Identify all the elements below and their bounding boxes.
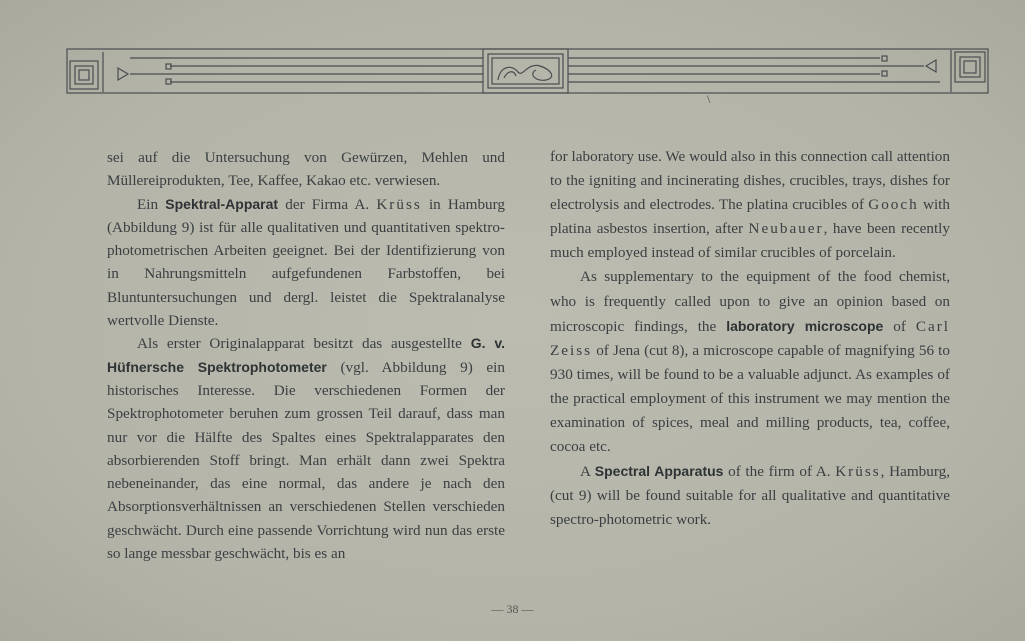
left-p2-spaced: Krüss (376, 195, 422, 213)
left-p3-text-b: (vgl. Abbildung 9) ein historisches Interesse. Die verschiedenen Formen der Spektrophotometer beruhen zum grossen Teil darauf, dass man nur vor die Hälfte des Spaltes eines Spektralapparates den absorbierenden Stoff bringt. Man erhält dann zwei Spektra nebeneinander, das eine normal, das andere je nach den Absorptionsverhältnissen an verschiedenen Stellen verschieden geschwächt. Durch eine passende Vorrichtung wird nun das erste so lange messbar geschwächt, bis es an (107, 358, 505, 563)
stray-mark: \ (707, 92, 711, 106)
right-p3-text-b: of the firm of A. (723, 463, 836, 481)
right-p3-text-c: , Hamburg, (cut 9) will be found suitable for all qualitative and quantitative spectro-photometric work. (550, 463, 950, 529)
right-p1-text-a: for laboratory use. We would also in this connection call attention to the igniting and incinerating dishes, crucibles, trays, dishes for electrolysis and electrodes. The platina crucibles of (550, 148, 950, 214)
right-p1-text-b: with platina asbestos insertion, after (550, 196, 950, 238)
left-paragraph-2 (107, 193, 505, 333)
right-p2-text-c: of Jena (cut 8), a microscope capable of magnifying 56 to 930 times, will be found to be a valuable adjunct. As examples of the practical employment of this instrument we may mention the examination of spices, meal and milling products, tea, coffee, cocoa etc. (550, 341, 950, 456)
right-p3-bold: Spectral Apparatus (594, 463, 724, 480)
right-paragraph-2 (550, 265, 950, 459)
left-column (107, 146, 505, 565)
right-p3-text-a: A (580, 463, 595, 481)
right-p2-text-b: of (883, 317, 916, 335)
left-corner-box (70, 61, 98, 89)
left-p1-text: sei auf die Untersuchung von Gewürzen, Mehlen und Müllereiprodukten, Tee, Kaffee, Kakao etc. verwiesen. (107, 149, 505, 190)
right-triangle-icon (926, 60, 936, 72)
header-ornament (0, 0, 1025, 110)
left-paragraph-1 (107, 146, 505, 193)
left-p2-bold: Spektral-Apparat (165, 195, 279, 212)
right-p1-text-c: , have been recently much employed instead of similar crucibles of porcelain. (550, 220, 950, 262)
left-p2-text-c: in Hamburg (Abbildung 9) ist für alle qualitativen und quantitativen spektro-photometrischen Arbeiten geeignet. Bei der Identifizierung von in Nahrungsmitteln aufgefundenen Farbstoffen, bei Bluntuntersuchungen und dergl. leistet die Spektralanalyse wertvolle Dienste. (107, 195, 506, 330)
right-paragraph-3 (550, 459, 950, 532)
left-p2-text-b: der Firma A. (278, 195, 377, 213)
left-p3-bold: G. v. Hüfnersche Spektrophotometer (107, 335, 505, 375)
right-paragraph-1 (550, 145, 950, 265)
right-p2-text-a: As supplementary to the equipment of the food chemist, who is frequently called upon to give an opinion based on microscopic findings, the (550, 268, 950, 335)
left-paragraph-3 (107, 332, 505, 565)
right-p1-spaced-2: Neubauer (748, 220, 824, 238)
right-p2-spaced: Carl Zeiss (550, 317, 951, 359)
right-p2-bold: laboratory microscope (726, 317, 884, 334)
right-column (550, 145, 950, 533)
right-p1-spaced-1: Gooch (868, 196, 919, 214)
left-p3-text-a: Als erster Originalapparat besitzt das ausgestellte (137, 335, 471, 353)
left-triangle-icon (118, 68, 128, 80)
right-p3-spaced: Krüss (835, 463, 881, 481)
left-p2-text-a: Ein (137, 195, 166, 213)
page-number: — 38 — (491, 602, 534, 616)
